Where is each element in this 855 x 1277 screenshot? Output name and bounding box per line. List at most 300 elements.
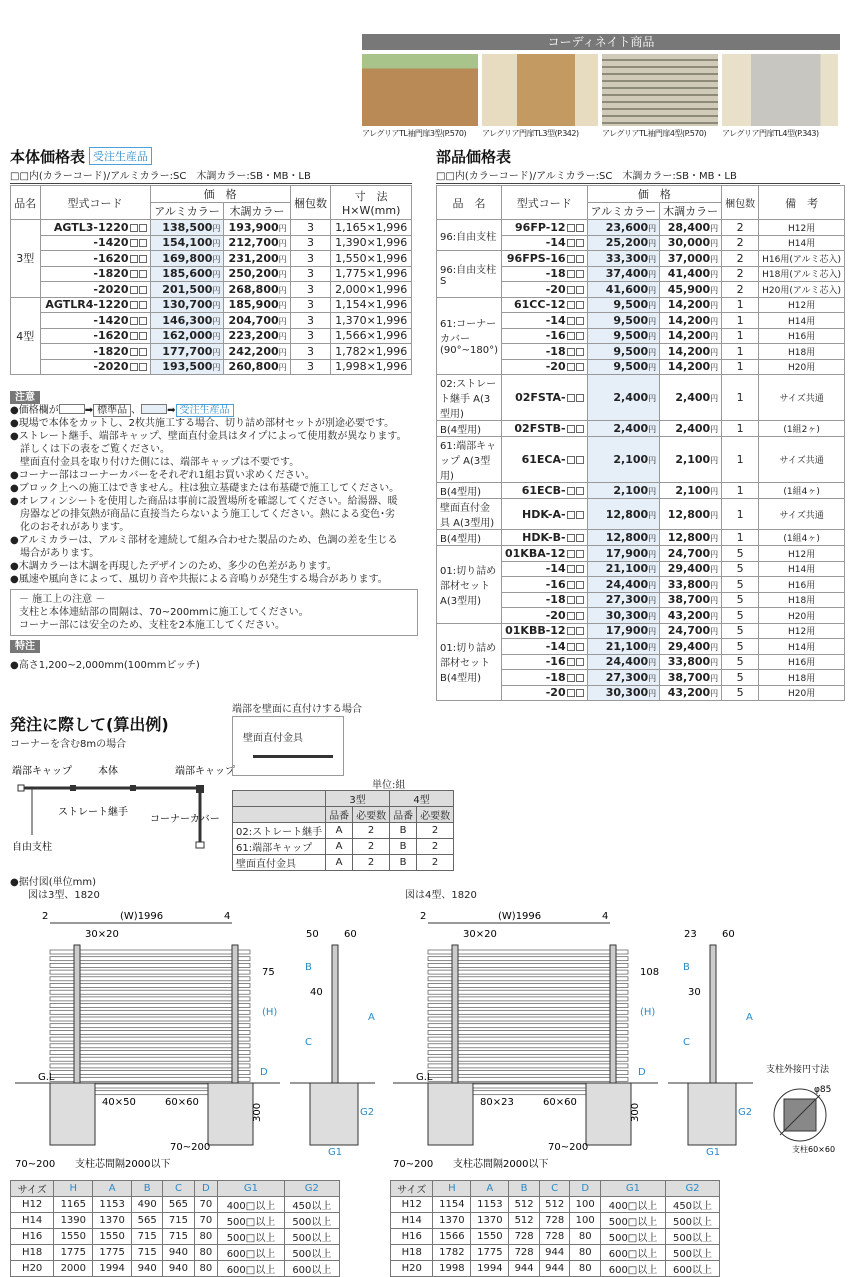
part-code: -20 xyxy=(501,282,587,298)
alu-price: 169,800円 xyxy=(150,251,224,267)
alu-price: 37,400円 xyxy=(587,266,660,282)
alu-price: 17,900円 xyxy=(587,623,660,639)
table-row: H14 1370 1370 512 728 100 500□以上 500以上 xyxy=(391,1213,720,1229)
model-code: -1620 xyxy=(40,251,150,267)
wood-price: 12,800円 xyxy=(660,530,722,546)
note-line: 房器などの排気熱が商品に直接当たらないよう施工してください。熱による変色･劣 xyxy=(10,509,395,520)
special-tag: 特注 xyxy=(10,640,40,653)
wood-price: 33,800円 xyxy=(660,577,722,593)
dimension-table-type3 xyxy=(10,1180,340,1277)
cell: 2 xyxy=(417,839,454,855)
col-dim: 寸 法 H×W(mm) xyxy=(331,186,412,220)
fence-photo xyxy=(602,54,718,126)
alu-price: 33,300円 xyxy=(587,251,660,267)
endcap-label: 端部キャップ xyxy=(175,766,235,777)
wood-price: 2,400円 xyxy=(660,375,722,421)
table-row xyxy=(11,313,412,329)
table-row: H12 1154 1153 512 512 100 400□以上 450以上 xyxy=(391,1197,720,1213)
part-name: 96:自由支柱S xyxy=(437,251,502,298)
gl-label: G.L xyxy=(416,1072,433,1083)
remark: H18用 xyxy=(759,592,845,608)
alu-price: 9,500円 xyxy=(587,328,660,344)
remark: (1組4ヶ) xyxy=(759,483,845,499)
table-row xyxy=(437,375,845,421)
wood-price: 242,200円 xyxy=(224,344,290,360)
price-legend: ●価格欄が ➡ 標準品 、 ➡ 受注生産品 xyxy=(10,404,418,417)
wood-price: 2,400円 xyxy=(660,421,722,437)
letter-A: A xyxy=(746,1012,753,1023)
main-price-table xyxy=(10,185,412,375)
wood-price: 212,700円 xyxy=(224,235,290,251)
pack-count: 1 xyxy=(722,421,759,437)
alu-price: 25,200円 xyxy=(587,235,660,251)
col-price: 価 格 xyxy=(587,186,722,203)
table-row xyxy=(437,220,845,236)
foundation xyxy=(310,1083,358,1145)
table-row xyxy=(11,251,412,267)
part-code: -18 xyxy=(501,344,587,360)
wood-price: 2,100円 xyxy=(660,437,722,483)
coordinate-section xyxy=(362,34,840,138)
wood-price: 29,400円 xyxy=(660,639,722,655)
pack-count: 1 xyxy=(722,328,759,344)
endcap-label: 端部キャップ xyxy=(12,766,72,777)
part-code: -18 xyxy=(501,266,587,282)
order-sub: コーナーを含む8mの場合 xyxy=(10,739,127,750)
wood-price: 43,200円 xyxy=(660,608,722,624)
wall-mount-diagram xyxy=(232,716,344,776)
fence-photo xyxy=(362,54,478,126)
dimension: 2,000×1,996 xyxy=(331,282,412,298)
alu-price: 9,500円 xyxy=(587,344,660,360)
part-code: -14 xyxy=(501,313,587,329)
alu-price: 185,600円 xyxy=(150,266,224,282)
install-title: ●据付図(単位mm) xyxy=(10,877,97,888)
wood-price: 41,400円 xyxy=(660,266,722,282)
table-row: H18 1775 1775 715 940 80 600□以上 500以上 xyxy=(11,1245,340,1261)
col-pack: 梱包数 xyxy=(722,186,759,220)
post-side xyxy=(710,945,716,1093)
right-caption: 図は4型、1820 xyxy=(405,890,477,901)
post-circle-diagram xyxy=(762,1060,852,1158)
wall-title: 端部を壁面に直付けする場合 xyxy=(232,704,362,715)
part-name: 01:切り詰め部材セットB(4型用) xyxy=(437,623,502,701)
notes-section xyxy=(10,391,418,672)
cell: B xyxy=(390,855,417,871)
cell: B xyxy=(390,839,417,855)
span-label: 支柱芯間隔2000以下 xyxy=(75,1159,171,1170)
pack-count: 1 xyxy=(722,344,759,360)
wood-price: 231,200円 xyxy=(224,251,290,267)
dim-label: 60 xyxy=(344,929,357,940)
wood-price: 24,700円 xyxy=(660,546,722,562)
post-size-label: 60×60 xyxy=(543,1097,577,1108)
pack-count: 3 xyxy=(290,328,331,344)
construction-caution: － 施工上の注意 － 支柱と本体連結部の間隔は、70~200mmに施工してください。 コーナー部には安全のため、支柱を2本施工してください。 xyxy=(10,589,418,636)
wood-price: 45,900円 xyxy=(660,282,722,298)
wood-price: 204,700円 xyxy=(224,313,290,329)
note-line: ●コーナー部はコーナーカバーをそれぞれ1組お買い求めください。 xyxy=(10,470,315,481)
table-row xyxy=(437,623,845,639)
table-row xyxy=(437,546,845,562)
wood-price: 37,000円 xyxy=(660,251,722,267)
remark: H12用 xyxy=(759,546,845,562)
table-row xyxy=(437,437,845,483)
letter-C: C xyxy=(683,1037,690,1048)
dimension: 1,550×1,996 xyxy=(331,251,412,267)
alu-price: 12,800円 xyxy=(587,499,660,530)
dim-label: 23 xyxy=(684,929,697,940)
note-line: ●アルミカラーは、アルミ部材を連続して組み合わせた製品のため、色調の差を生じる xyxy=(10,535,398,546)
table-header: サイズ H A B C D G1 G2 xyxy=(11,1181,340,1197)
part-name: 01:切り詰め部材セットA(3型用) xyxy=(437,546,502,624)
remark: H20用(アルミ芯入) xyxy=(759,282,845,298)
dimension: 1,154×1,996 xyxy=(331,297,412,313)
cell: 2 xyxy=(417,823,454,839)
table-header: サイズ H A B C D G1 G2 xyxy=(391,1181,720,1197)
alu-price: 21,100円 xyxy=(587,639,660,655)
col-name: 品 名 xyxy=(437,186,502,220)
foundation xyxy=(688,1083,736,1145)
dim-label: 4 xyxy=(224,911,231,922)
pack-count: 2 xyxy=(722,251,759,267)
table-row: H12 1165 1153 490 565 70 400□以上 450以上 xyxy=(11,1197,340,1213)
part-name: 61:端部キャップ A(3型用) xyxy=(437,437,502,483)
main-price-title: 本体価格表 受注生産品 xyxy=(10,146,412,167)
color-code-note: □□内(カラーコード)/アルミカラー:SC 木調カラー:SB・MB・LB xyxy=(436,167,840,184)
remark: H12用 xyxy=(759,220,845,236)
note-line: ●オレフィンシートを使用した商品は事前に設置場所を確認してください。給湯器、暖 xyxy=(10,496,398,507)
post xyxy=(74,945,80,1093)
pack-count: 5 xyxy=(722,685,759,701)
alu-price: 9,500円 xyxy=(587,313,660,329)
table-row xyxy=(11,266,412,282)
table-row xyxy=(11,328,412,344)
col-code: 型式コード xyxy=(501,186,587,220)
height-label: (H) xyxy=(262,1007,278,1018)
cell: 2 xyxy=(353,839,390,855)
pack-count: 1 xyxy=(722,297,759,313)
note-line: 化のおそれがあります。 xyxy=(10,522,130,533)
note-line: ●風速や風向きによって、風切り音や共振による音鳴りが発生する場合があります。 xyxy=(10,574,388,585)
note-line: ●現場で本体をカットし、2枚共施工する場合、切り詰め部材セットが別途必要です。 xyxy=(10,418,395,429)
dimension: 1,390×1,996 xyxy=(331,235,412,251)
alu-price: 17,900円 xyxy=(587,546,660,562)
wood-price: 14,200円 xyxy=(660,313,722,329)
table-row: H14 1390 1370 565 715 70 500□以上 500以上 xyxy=(11,1213,340,1229)
parts-price-section xyxy=(436,146,840,701)
dimension: 1,782×1,996 xyxy=(331,344,412,360)
foundation xyxy=(586,1083,631,1145)
col-code: 型式コード xyxy=(40,186,150,220)
letter-G1: G1 xyxy=(328,1147,343,1158)
pack-count: 1 xyxy=(722,375,759,421)
alu-price: 146,300円 xyxy=(150,313,224,329)
part-code: 96FPS-16 xyxy=(501,251,587,267)
table-row xyxy=(437,251,845,267)
remark: H16用 xyxy=(759,654,845,670)
wood-price: 12,800円 xyxy=(660,499,722,530)
dim-label: 4 xyxy=(602,911,609,922)
wood-price: 193,900円 xyxy=(224,220,290,236)
part-code: 01KBA-12 xyxy=(501,546,587,562)
pack-count: 1 xyxy=(722,499,759,530)
model-code: AGTLR4-1220 xyxy=(40,297,150,313)
part-code: -14 xyxy=(501,639,587,655)
foundation xyxy=(428,1083,473,1145)
wood-price: 14,200円 xyxy=(660,328,722,344)
note-line: ●ストレート継手、端部キャップ、壁面直付金具はタイプによって使用数が異なります。 xyxy=(10,431,407,442)
gap-label: 70~200 xyxy=(170,1142,211,1153)
model-code: -1420 xyxy=(40,235,150,251)
pack-count: 3 xyxy=(290,313,331,329)
post xyxy=(452,945,458,1093)
part-code: HDK-B- xyxy=(501,530,587,546)
note-line: ●ブロック上への施工はできません。柱は独立基礎または布基礎で施工してください。 xyxy=(10,483,400,494)
model-code: -1820 xyxy=(40,344,150,360)
col-wood: 木調カラー xyxy=(224,203,290,220)
alu-price: 138,500円 xyxy=(150,220,224,236)
dim-label: 108 xyxy=(640,967,660,978)
pack-count: 2 xyxy=(722,235,759,251)
cell: A xyxy=(326,823,353,839)
pack-count: 5 xyxy=(722,654,759,670)
cell: 61:端部キャップ xyxy=(233,839,326,855)
part-code: 61CC-12 xyxy=(501,297,587,313)
wood-price: 14,200円 xyxy=(660,344,722,360)
model-code: -2020 xyxy=(40,359,150,375)
pack-count: 3 xyxy=(290,251,331,267)
corner-layout-diagram xyxy=(10,760,240,860)
table-row: H20 1998 1994 944 944 80 600□以上 600以上 xyxy=(391,1261,720,1277)
wood-price: 33,800円 xyxy=(660,654,722,670)
note-line: 場合があります。 xyxy=(10,548,100,559)
note-line: 壁面直付金具を取り付けた側には、端部キャップは不要です。 xyxy=(10,457,300,468)
part-code: -14 xyxy=(501,235,587,251)
circle-post-size: 支柱60×60 xyxy=(792,1145,836,1154)
table-row xyxy=(11,220,412,236)
pack-count: 1 xyxy=(722,359,759,375)
post xyxy=(610,945,616,1093)
dimension: 1,165×1,996 xyxy=(331,220,412,236)
remark: H16用(アルミ芯入) xyxy=(759,251,845,267)
pack-count: 5 xyxy=(722,623,759,639)
cell: 2 xyxy=(353,823,390,839)
table-row xyxy=(11,297,412,313)
coordinate-item xyxy=(362,54,478,139)
height-label: (H) xyxy=(640,1007,656,1018)
note-line: ●木調カラーは木調を再現したデザインのため、多少の色差があります。 xyxy=(10,561,337,572)
main-price-section xyxy=(10,146,412,375)
part-code: -14 xyxy=(501,561,587,577)
col-note: 備 考 xyxy=(759,186,845,220)
wall-mount-label: 壁面直付金具 xyxy=(243,733,303,744)
part-code: -18 xyxy=(501,670,587,686)
remark: サイズ共通 xyxy=(759,437,845,483)
photo-caption: アレグリア門扉TL4型(P.343) xyxy=(722,129,819,138)
dim-label: 75 xyxy=(262,967,275,978)
part-code: -16 xyxy=(501,577,587,593)
pack-count: 3 xyxy=(290,297,331,313)
pack-count: 5 xyxy=(722,577,759,593)
color-code-note: □□内(カラーコード)/アルミカラー:SC 木調カラー:SB・MB・LB xyxy=(10,167,412,184)
remark: (1組2ヶ) xyxy=(759,421,845,437)
table-row xyxy=(233,839,454,855)
wood-price: 14,200円 xyxy=(660,359,722,375)
circle-diameter: φ85 xyxy=(814,1085,832,1095)
alu-price: 9,500円 xyxy=(587,297,660,313)
table-row xyxy=(437,297,845,313)
remark: H14用 xyxy=(759,561,845,577)
left-caption: 図は3型、1820 xyxy=(28,890,100,901)
unit-label: 単位:組 xyxy=(372,780,406,791)
remark: H20用 xyxy=(759,359,845,375)
type-name: 4型 xyxy=(11,297,41,375)
dimension-table-type4 xyxy=(390,1180,720,1277)
remark: H14用 xyxy=(759,639,845,655)
model-code: -1620 xyxy=(40,328,150,344)
cell: B xyxy=(390,823,417,839)
free-post-label: 自由支柱 xyxy=(12,842,52,853)
dim-label: 2 xyxy=(42,911,49,922)
part-code: 61ECB- xyxy=(501,483,587,499)
pack-count: 5 xyxy=(722,608,759,624)
pack-count: 2 xyxy=(722,220,759,236)
part-name: 96:自由支柱 xyxy=(437,220,502,251)
foundation xyxy=(50,1083,95,1145)
alu-price: 9,500円 xyxy=(587,359,660,375)
dim-label: 300 xyxy=(252,1102,263,1122)
remark: (1組4ヶ) xyxy=(759,530,845,546)
alu-price: 12,800円 xyxy=(587,530,660,546)
cell: 壁面直付金具 xyxy=(233,855,326,871)
gate-photo xyxy=(482,54,598,126)
span-label: 支柱芯間隔2000以下 xyxy=(453,1159,549,1170)
part-name: 02:ストレート継手 A(3型用) xyxy=(437,375,502,421)
alu-price: 41,600円 xyxy=(587,282,660,298)
cell: A xyxy=(326,839,353,855)
col-alu: アルミカラー xyxy=(587,203,660,220)
part-code: -20 xyxy=(501,359,587,375)
type4-head: 4型 xyxy=(390,791,454,807)
post-size-label: 80×23 xyxy=(480,1097,514,1108)
gl-label: G.L xyxy=(38,1072,55,1083)
photo-caption: アレグリアTL袖門扉3型(P.570) xyxy=(362,129,467,138)
col-alu: アルミカラー xyxy=(150,203,224,220)
width-label: (W)1996 xyxy=(498,911,542,922)
remark: H16用 xyxy=(759,328,845,344)
dimension: 1,370×1,996 xyxy=(331,313,412,329)
table-row: H20 2000 1994 940 940 80 600□以上 600以上 xyxy=(11,1261,340,1277)
alu-price: 130,700円 xyxy=(150,297,224,313)
coordinate-item xyxy=(482,54,598,139)
dim-label: 300 xyxy=(630,1102,641,1122)
remark: H18用 xyxy=(759,670,845,686)
alu-price: 193,500円 xyxy=(150,359,224,375)
part-name: B(4型用) xyxy=(437,530,502,546)
pack-count: 1 xyxy=(722,437,759,483)
wood-price: 14,200円 xyxy=(660,297,722,313)
table-row xyxy=(233,823,454,839)
body-label: 本体 xyxy=(98,766,118,777)
dim-label: 30 xyxy=(688,987,701,998)
table-row: H18 1782 1775 728 944 80 600□以上 500以上 xyxy=(391,1245,720,1261)
special-note: ●高さ1,200~2,000mm(100mmピッチ) xyxy=(10,660,200,671)
letter-B: B xyxy=(305,962,312,973)
col-name: 品名 xyxy=(11,186,41,220)
table-row xyxy=(437,421,845,437)
foundation xyxy=(208,1083,253,1145)
part-code: 96FP-12 xyxy=(501,220,587,236)
part-code: 02FSTA- xyxy=(501,375,587,421)
cell: A xyxy=(326,855,353,871)
dimension: 1,566×1,996 xyxy=(331,328,412,344)
part-code: -18 xyxy=(501,592,587,608)
alu-price: 154,100円 xyxy=(150,235,224,251)
model-code: -2020 xyxy=(40,282,150,298)
parts-price-title: 部品価格表 xyxy=(436,148,512,166)
part-code: -20 xyxy=(501,685,587,701)
wood-price: 28,400円 xyxy=(660,220,722,236)
post-size-label: 40×50 xyxy=(102,1097,136,1108)
post-side xyxy=(332,945,338,1093)
gate-photo xyxy=(722,54,838,126)
dim-label: 60 xyxy=(722,929,735,940)
part-code: 02FSTB- xyxy=(501,421,587,437)
table-row xyxy=(437,499,845,530)
pack-count: 5 xyxy=(722,670,759,686)
table-row xyxy=(11,359,412,375)
order-title: 発注に際して(算出例) xyxy=(10,715,169,734)
pack-count: 1 xyxy=(722,483,759,499)
install-diagram-type3 xyxy=(10,905,380,1175)
part-code: 01KBB-12 xyxy=(501,623,587,639)
alu-price: 24,400円 xyxy=(587,577,660,593)
pack-count: 3 xyxy=(290,266,331,282)
alu-price: 30,300円 xyxy=(587,685,660,701)
col-pack: 梱包数 xyxy=(290,186,331,220)
type3-head: 3型 xyxy=(326,791,390,807)
pack-count: 1 xyxy=(722,530,759,546)
coordinate-item xyxy=(602,54,718,139)
pack-count: 3 xyxy=(290,359,331,375)
wood-price: 185,900円 xyxy=(224,297,290,313)
alu-price: 201,500円 xyxy=(150,282,224,298)
order-example xyxy=(10,712,230,750)
part-code: -16 xyxy=(501,654,587,670)
alu-price: 27,300円 xyxy=(587,592,660,608)
dim-label: 2 xyxy=(420,911,427,922)
alu-price: 27,300円 xyxy=(587,670,660,686)
set-count-table: 3型 4型 品番 必要数 品番 必要数 02:ストレート継手 A 2 B 2 61:端部キャップ A 2 B 2 壁面直付金具 A 2 B 2 xyxy=(232,790,454,871)
alu-price: 162,000円 xyxy=(150,328,224,344)
letter-D: D xyxy=(260,1067,268,1078)
install-diagram-type4 xyxy=(388,905,758,1175)
alu-price: 21,100円 xyxy=(587,561,660,577)
remark: H14用 xyxy=(759,313,845,329)
remark: H12用 xyxy=(759,623,845,639)
remark: サイズ共通 xyxy=(759,499,845,530)
pack-count: 1 xyxy=(722,313,759,329)
dim-label: 50 xyxy=(306,929,319,940)
pack-count: 3 xyxy=(290,235,331,251)
table-row xyxy=(11,282,412,298)
remark: H20用 xyxy=(759,608,845,624)
letter-D: D xyxy=(638,1067,646,1078)
coordinate-item xyxy=(722,54,838,139)
wood-price: 29,400円 xyxy=(660,561,722,577)
wood-price: 24,700円 xyxy=(660,623,722,639)
